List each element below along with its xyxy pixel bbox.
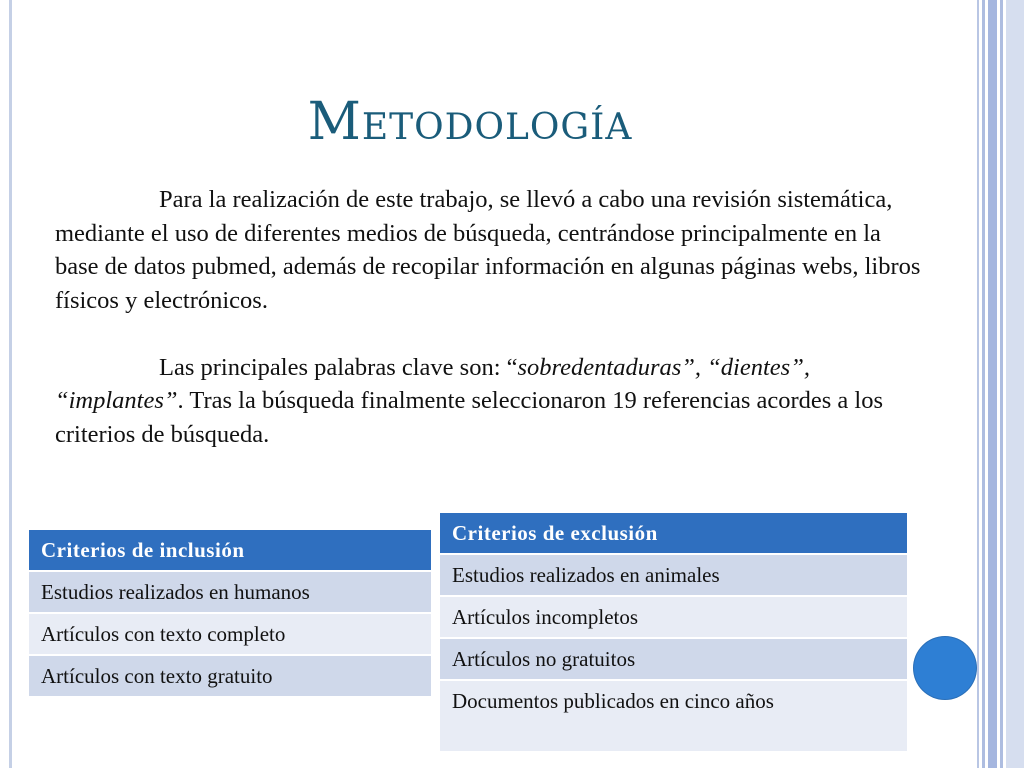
exclusion-criteria-table: [440, 513, 907, 753]
paragraph-method-text: Para la realización de este trabajo, se llevó a cabo una revisión sistemática, mediante el uso de diferentes medios de búsqueda, centrándose principalmente en la base de datos pubmed, además de recopilar información en algunas páginas webs, libros físicos y electrónicos.: [55, 186, 921, 314]
right-stripe: [977, 0, 979, 768]
exclusion-header: Criterios de exclusión: [440, 513, 907, 554]
exclusion-row: Artículos incompletos: [440, 596, 907, 638]
right-stripe: [988, 0, 997, 768]
paragraph-method: [55, 183, 925, 317]
inclusion-row: Artículos con texto completo: [29, 613, 431, 655]
exclusion-row: Documentos publicados en cinco años: [440, 680, 907, 752]
right-stripe: [1006, 0, 1024, 768]
inclusion-header: Criterios de inclusión: [29, 530, 431, 571]
exclusion-row: Artículos no gratuitos: [440, 638, 907, 680]
paragraph-keywords: [55, 351, 925, 452]
keywords-tail: . Tras la búsqueda finalmente seleccionaron 19 referencias acordes a los criterios de búsqueda.: [55, 387, 884, 448]
exclusion-row: Estudios realizados en animales: [440, 554, 907, 596]
blue-circle-icon: [914, 637, 976, 699]
right-stripe: [982, 0, 985, 768]
keywords-list: sobredentaduras”, “dientes”, “implantes”: [55, 353, 810, 414]
body-text: [55, 183, 925, 451]
inclusion-row: Estudios realizados en humanos: [29, 571, 431, 613]
keywords-lead: Las principales palabras clave son: “: [159, 353, 518, 381]
slide-title: Metodología: [307, 92, 633, 152]
right-stripe: [1000, 0, 1003, 768]
inclusion-criteria-table: [29, 530, 431, 698]
inclusion-row: Artículos con texto gratuito: [29, 655, 431, 697]
